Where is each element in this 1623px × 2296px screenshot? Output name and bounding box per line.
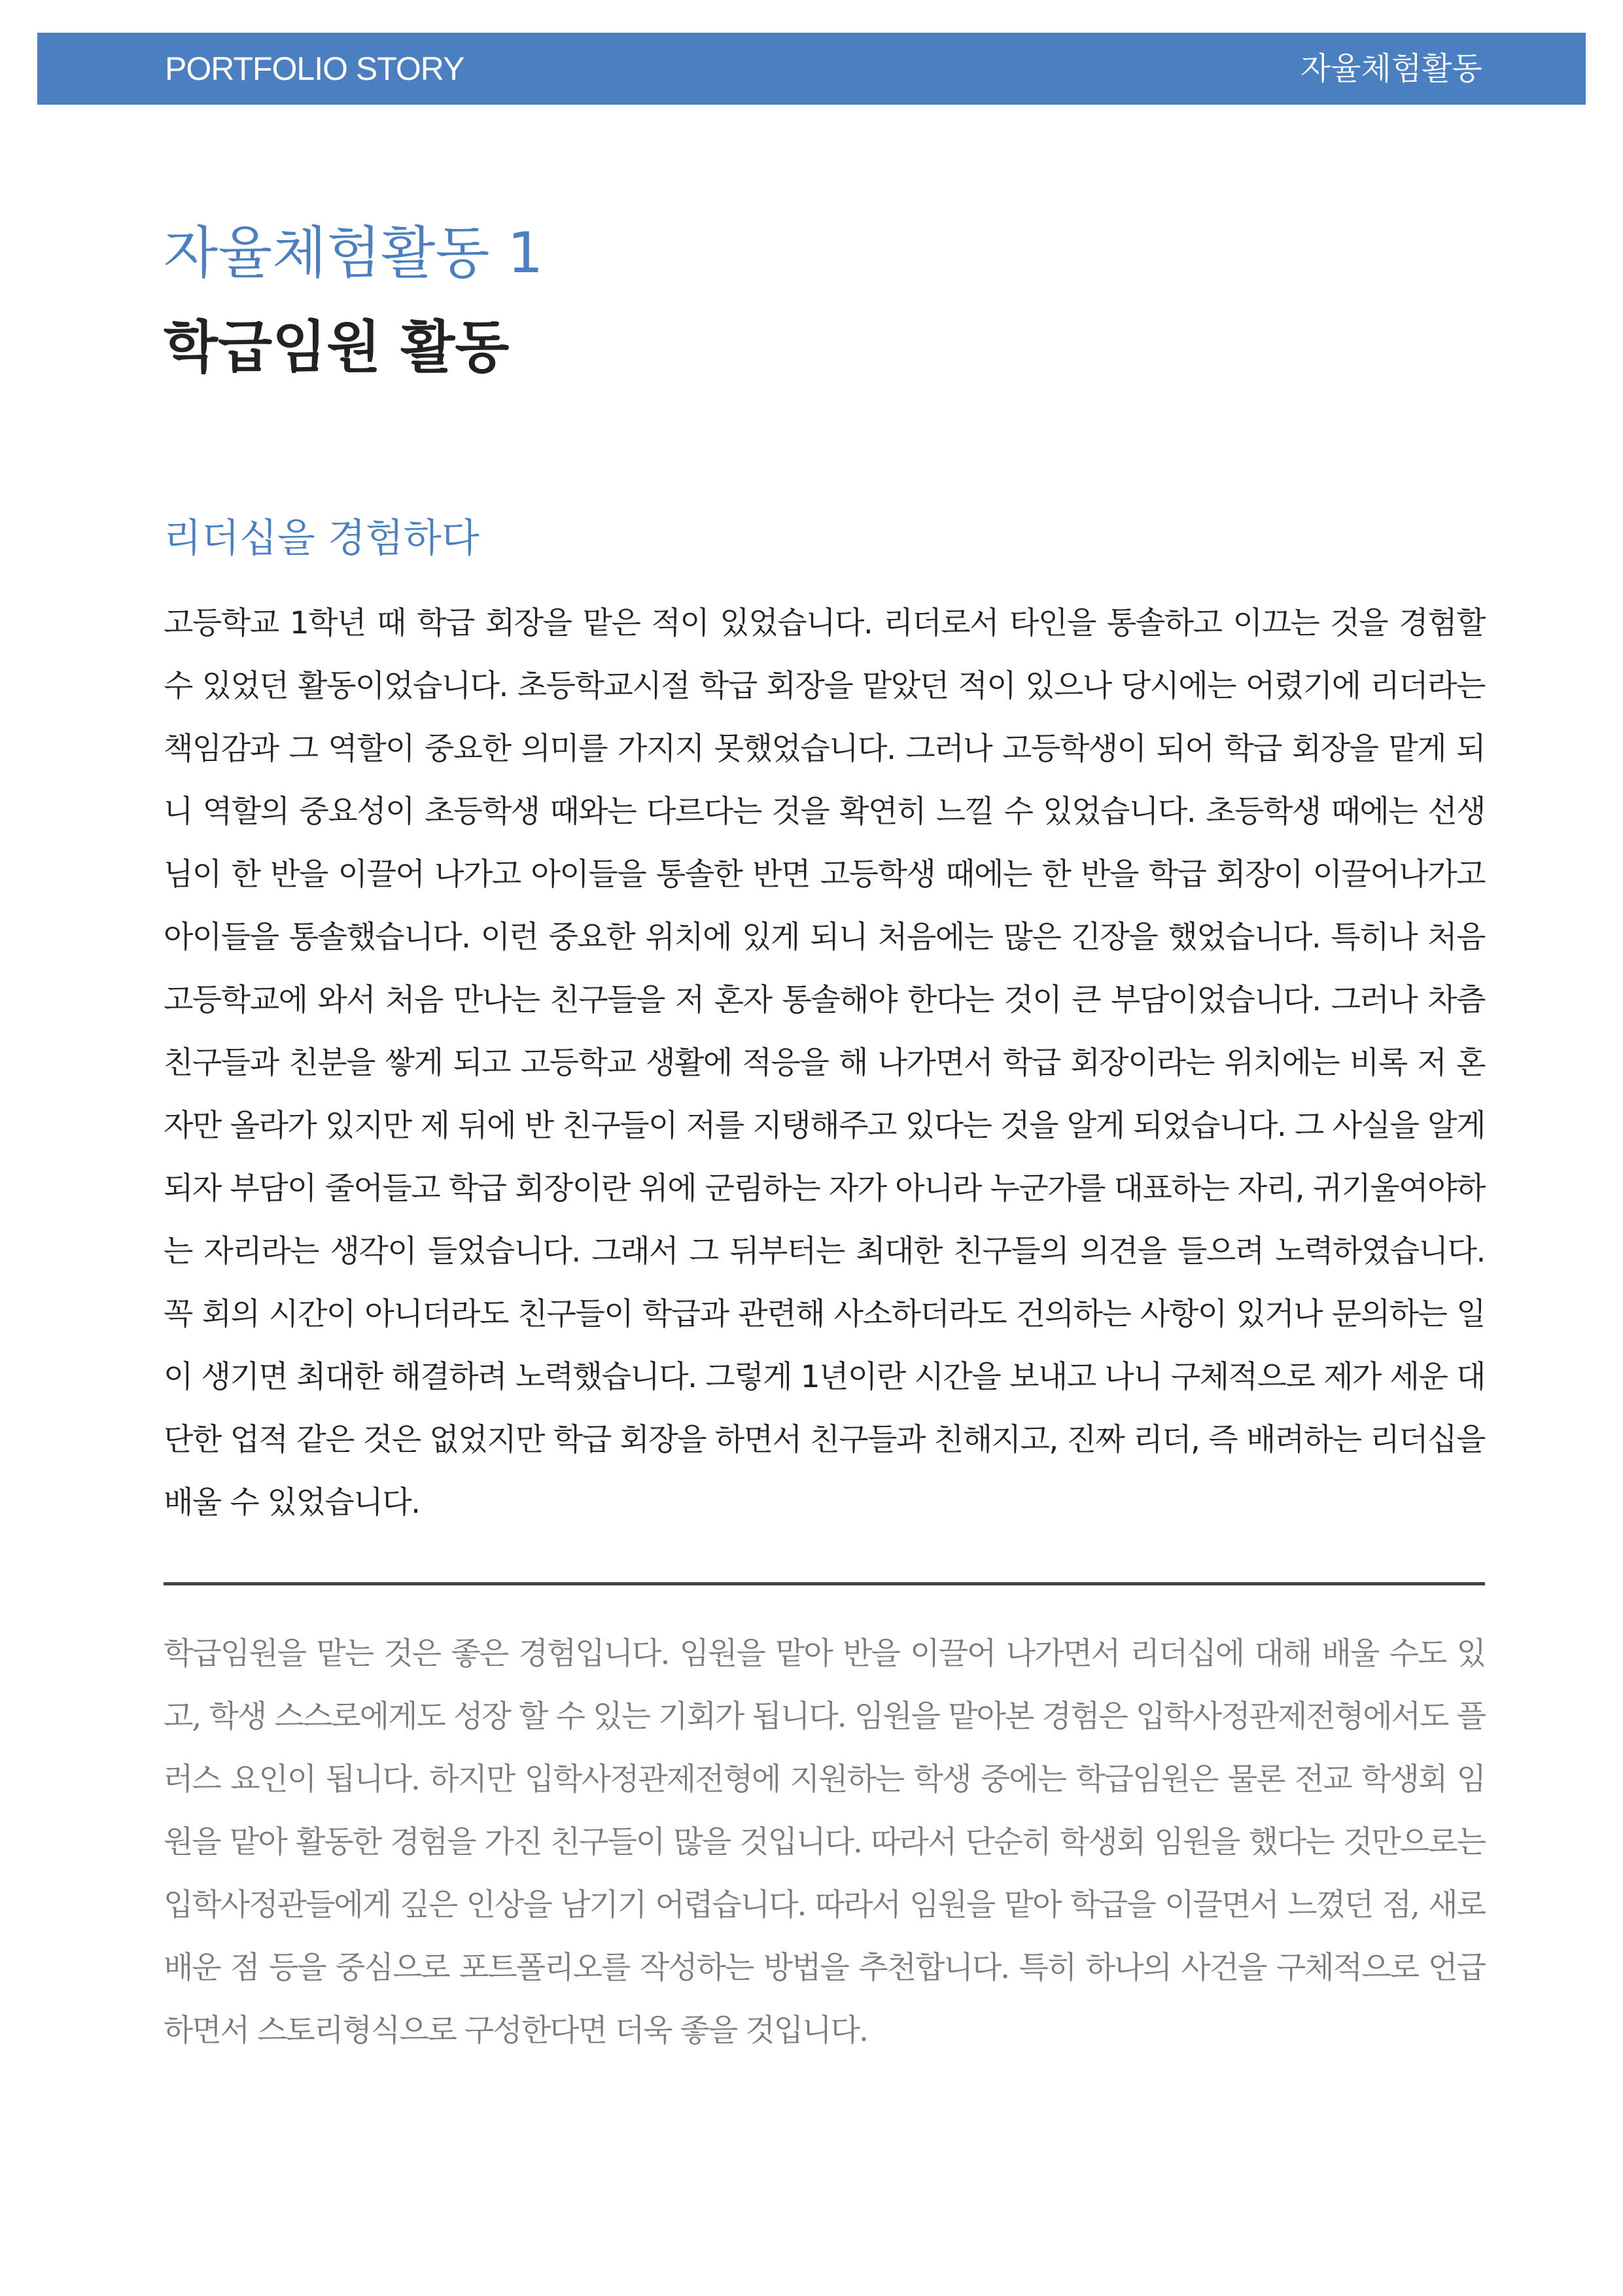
section-number-heading: 자율체험활동 1 [164, 221, 544, 286]
advice-paragraph: 학급임원을 맡는 것은 좋은 경험입니다. 임원을 맡아 반을 이끌어 나가면서 리더십에 대해 배울 수도 있고, 학생 스스로에게도 성장 할 수 있는 기회가 됩니다. 임원을 맡아본 경험은 입학사정관제전형에서도 플러스 요인이 됩니다. 하지만 입학사정관제전형에 지원하는 학생 중에는 학급임원은 물론 전교 학생회 임원을 맡아 활동한 경험을 가진 친구들이 많을 것입니다. 따라서 단순히 학생회 임원을 했다는 것만으로는 입학사정관들에게 깊은 인상을 남기기 어렵습니다. 따라서 임원을 맡아 학급을 이끌면서 느꼈던 점, 새로 배운 점 등을 중심으로 포트폴리오를 작성하는 방법을 추천합니다. 특히 하나의 사건을 구체적으로 언급하면서 스토리형식으로 구성한다면 더욱 좋을 것입니다. [164, 1636, 1485, 2049]
header-category-label: 자율체험활동 [1300, 50, 1482, 87]
section-divider [164, 1582, 1485, 1585]
story-subheading: 리더십을 경험하다 [164, 516, 480, 561]
page-title: 학급임원 활동 [164, 315, 510, 380]
story-body-paragraph: 고등학교 1학년 때 학급 회장을 맡은 적이 있었습니다. 리더로서 타인을 통솔하고 이끄는 것을 경험할 수 있었던 활동이었습니다. 초등학교시절 학급 회장을 맡았던 적이 있으나 당시에는 어렸기에 리더라는 책임감과 그 역할이 중요한 의미를 가지지 못했었습니다. 그러나 고등학생이 되어 학급 회장을 맡게 되니 역할의 중요성이 초등학생 때와는 다르다는 것을 확연히 느낄 수 있었습니다. 초등학생 때에는 선생님이 한 반을 이끌어 나가고 아이들을 통솔한 반면 고등학생 때에는 한 반을 학급 회장이 이끌어나가고 아이들을 통솔했습니다. 이런 중요한 위치에 있게 되니 처음에는 많은 긴장을 했었습니다. 특히나 처음 고등학교에 와서 처음 만나는 친구들을 저 혼자 통솔해야 한다는 것이 큰 부담이었습니다. 그러나 차츰 친구들과 친분을 쌓게 되고 고등학교 생활에 적응을 해 나가면서 학급 회장이라는 위치에는 비록 저 혼자만 올라가 있지만 제 뒤에 반 친구들이 저를 지탱해주고 있다는 것을 알게 되었습니다. 그 사실을 알게 되자 부담이 줄어들고 학급 회장이란 위에 군림하는 자가 아니라 누군가를 대표하는 자리, 귀기울여야하는 자리라는 생각이 들었습니다. 그래서 그 뒤부터는 최대한 친구들의 의견을 들으려 노력하였습니다. 꼭 회의 시간이 아니더라도 친구들이 학급과 관련해 사소하더라도 건의하는 사항이 있거나 문의하는 일이 생기면 최대한 해결하려 노력했습니다. 그렇게 1년이란 시간을 보내고 나니 구체적으로 제가 세운 대단한 업적 같은 것은 없었지만 학급 회장을 하면서 친구들과 친해지고, 진짜 리더, 즉 배려하는 리더십을 배울 수 있었습니다. [164, 605, 1485, 1521]
header-portfolio-label: PORTFOLIO STORY [165, 50, 464, 87]
